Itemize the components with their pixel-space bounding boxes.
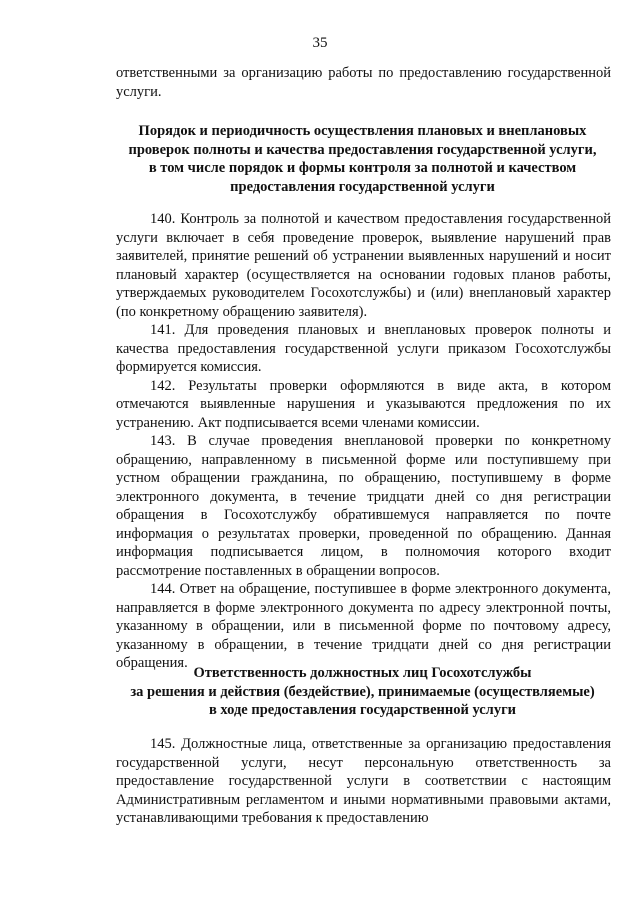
page-number: 35	[312, 35, 328, 51]
paragraph-141: 141. Для проведения плановых и внеплановых проверок полноты и качества предоставления государственной услуги приказом Госохотслужбы формируется комиссия.	[116, 322, 611, 375]
continuation-paragraph: ответственными за организацию работы по предоставлению государственной услуги.	[116, 65, 611, 100]
paragraph-143: 143. В случае проведения внеплановой проверки по конкретному обращению, направленному в письменной форме или поступившему при устном обращении гражданина, по обращению, поступившему в форме электронного документа, в течение тридцати дней со дня регистрации обращения в Госохотслужбу обратившемуся направляется по почте информация о результатах проверки, проведенной по обращению. Данная информация подписывается лицом, в полномочия которого входит рассмотрение поставленных в обращении вопросов.	[116, 433, 611, 579]
paragraph-145: 145. Должностные лица, ответственные за организацию предоставления государственной услуги, несут персональную ответственность за предоставление государственной услуги в соответствии с настоящим Административным регламентом и иными нормативными правовыми актами, устанавливающими требования к предоставлению	[116, 736, 611, 826]
paragraph-142: 142. Результаты проверки оформляются в виде акта, в котором отмечаются выявленные нарушения и указываются предложения по их устранению. Акт подписывается всеми членами комиссии.	[116, 377, 611, 431]
heading-line: проверок полноты и качества предоставления государственной услуги,	[128, 141, 597, 158]
heading-line: в том числе порядок и формы контроля за полнотой и качеством	[148, 160, 577, 176]
section-heading-responsibility	[100, 664, 625, 720]
continuation-text	[116, 64, 611, 101]
section-heading-control	[100, 122, 625, 196]
paragraph-144: 144. Ответ на обращение, поступившее в форме электронного документа, направляется в форме электронного документа по адресу электронной почты, указанному в обращении, или в письменной форме по почтовому адресу, указанному в обращении, в течение тридцати дней со дня регистрации обращения.	[116, 581, 611, 671]
section-control-body	[116, 210, 611, 673]
paragraph-140: 140. Контроль за полнотой и качеством предоставления государственной услуги включает в себя проведение проверок, выявление нарушений прав заявителей, принятие решений об устранении выявленных нарушений и носит плановый характер (осуществляется на основании годовых планов работы, утверждаемых руководителем Госохотслужбы) и (или) внеплановый характер (по конкретному обращению заявителя).	[116, 211, 611, 320]
heading-line: предоставления государственной услуги	[230, 178, 495, 195]
heading-line: за решения и действия (бездействие), принимаемые (осуществляемые)	[130, 683, 595, 700]
section-responsibility-body	[116, 735, 611, 828]
heading-line: Порядок и периодичность осуществления плановых и внеплановых	[138, 123, 587, 139]
heading-line: Ответственность должностных лиц Госохотслужбы	[193, 665, 532, 681]
heading-line: в ходе предоставления государственной услуги	[208, 702, 517, 718]
